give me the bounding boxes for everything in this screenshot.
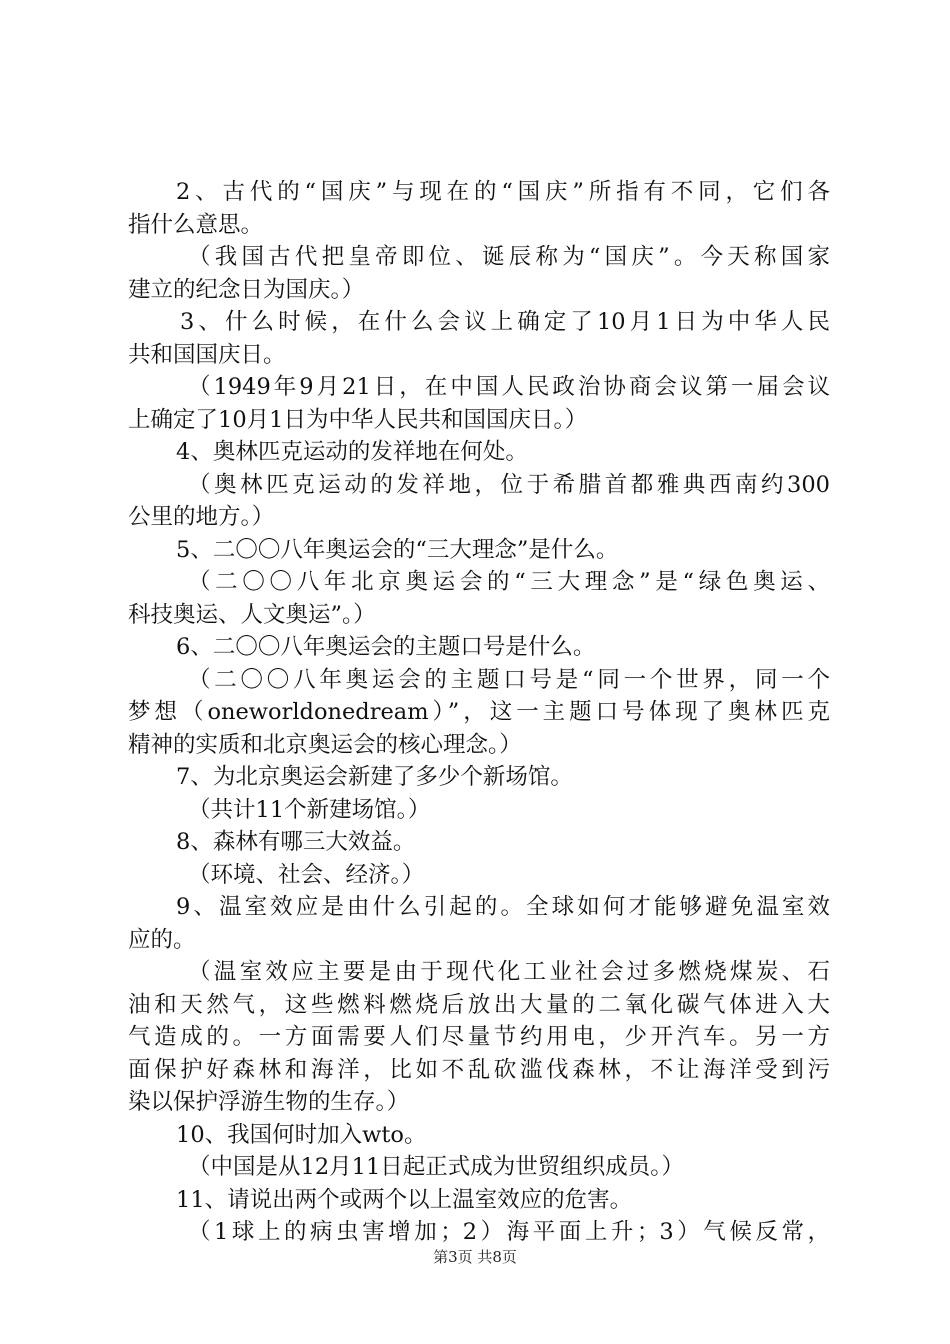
text-line: 9、温室效应是由什么引起的。全球如何才能够避免温室效 (176, 894, 830, 920)
text-line: 面保护好森林和海洋，比如不乱砍滥伐森林，不让海洋受到污 (128, 1056, 830, 1083)
text-line: 应的。 (128, 926, 196, 953)
text-line: （环境、社会、经济。） (188, 861, 425, 888)
page-footer: 第3页 共8页 (433, 1248, 517, 1266)
text-line: 7、为北京奥运会新建了多少个新场馆。 (176, 764, 573, 790)
text-line: 精神的实质和北京奥运会的核心理念。） (128, 731, 522, 758)
text-line: 科技奥运、人文奥运”。） (128, 601, 376, 628)
text-line: （二〇〇八年北京奥运会的“三大理念”是“绿色奥运、 (188, 569, 830, 595)
text-line: 4、奥林匹克运动的发祥地在何处。 (176, 439, 528, 465)
text-line: （温室效应主要是由于现代化工业社会过多燃烧煤炭、石 (188, 959, 830, 985)
text-line: 6、二〇〇八年奥运会的主题口号是什么。 (176, 634, 596, 660)
text-line: 11、请说出两个或两个以上温室效应的危害。 (176, 1186, 633, 1213)
text-line: 2、古代的“国庆”与现在的“国庆”所指有不同，它们各 (176, 179, 830, 205)
text-line: 8、森林有哪三大效益。 (176, 829, 416, 855)
text-line: （1球上的病虫害增加；2）海平面上升；3）气候反常， (188, 1219, 830, 1245)
text-line: （奥林匹克运动的发祥地，位于希腊首都雅典西南约300 (188, 471, 830, 498)
text-line: 建立的纪念日为国庆。） (128, 276, 365, 303)
text-line: （1949年9月21日，在中国人民政治协商会议第一届会议 (188, 374, 830, 400)
document-body (128, 176, 830, 1249)
text-line: 气造成的。一方面需要人们尽量节约用电，少开汽车。另一方 (128, 1024, 830, 1050)
text-line: 上确定了10月1日为中华人民共和国国庆日。） (128, 406, 588, 433)
text-line: 梦想（oneworldonedream）”，这一主题口号体现了奥林匹克 (128, 699, 830, 725)
text-line: 5、二〇〇八年奥运会的“三大理念”是什么。 (176, 536, 619, 563)
text-line: （二〇〇八年奥运会的主题口号是“同一个世界，同一个 (188, 666, 830, 693)
text-line: 3、什么时候，在什么会议上确定了10月1日为中华人民 (180, 309, 830, 335)
text-line: 指什么意思。 (128, 211, 264, 238)
text-line: 共和国国庆日。 (128, 341, 286, 368)
text-line: （我国古代把皇帝即位、诞辰称为“国庆”。今天称国家 (188, 244, 830, 270)
text-line: （共计11个新建场馆。） (188, 796, 431, 823)
text-line: （中国是从12月11日起正式成为世贸组织成员。） (188, 1154, 685, 1180)
text-line: 油和天然气，这些燃料燃烧后放出大量的二氧化碳气体进入大 (128, 991, 830, 1018)
text-line: 公里的地方。） (128, 504, 275, 530)
text-line: 10、我国何时加入wto。 (176, 1121, 427, 1148)
text-line: 染以保护浮游生物的生存。） (128, 1089, 410, 1115)
